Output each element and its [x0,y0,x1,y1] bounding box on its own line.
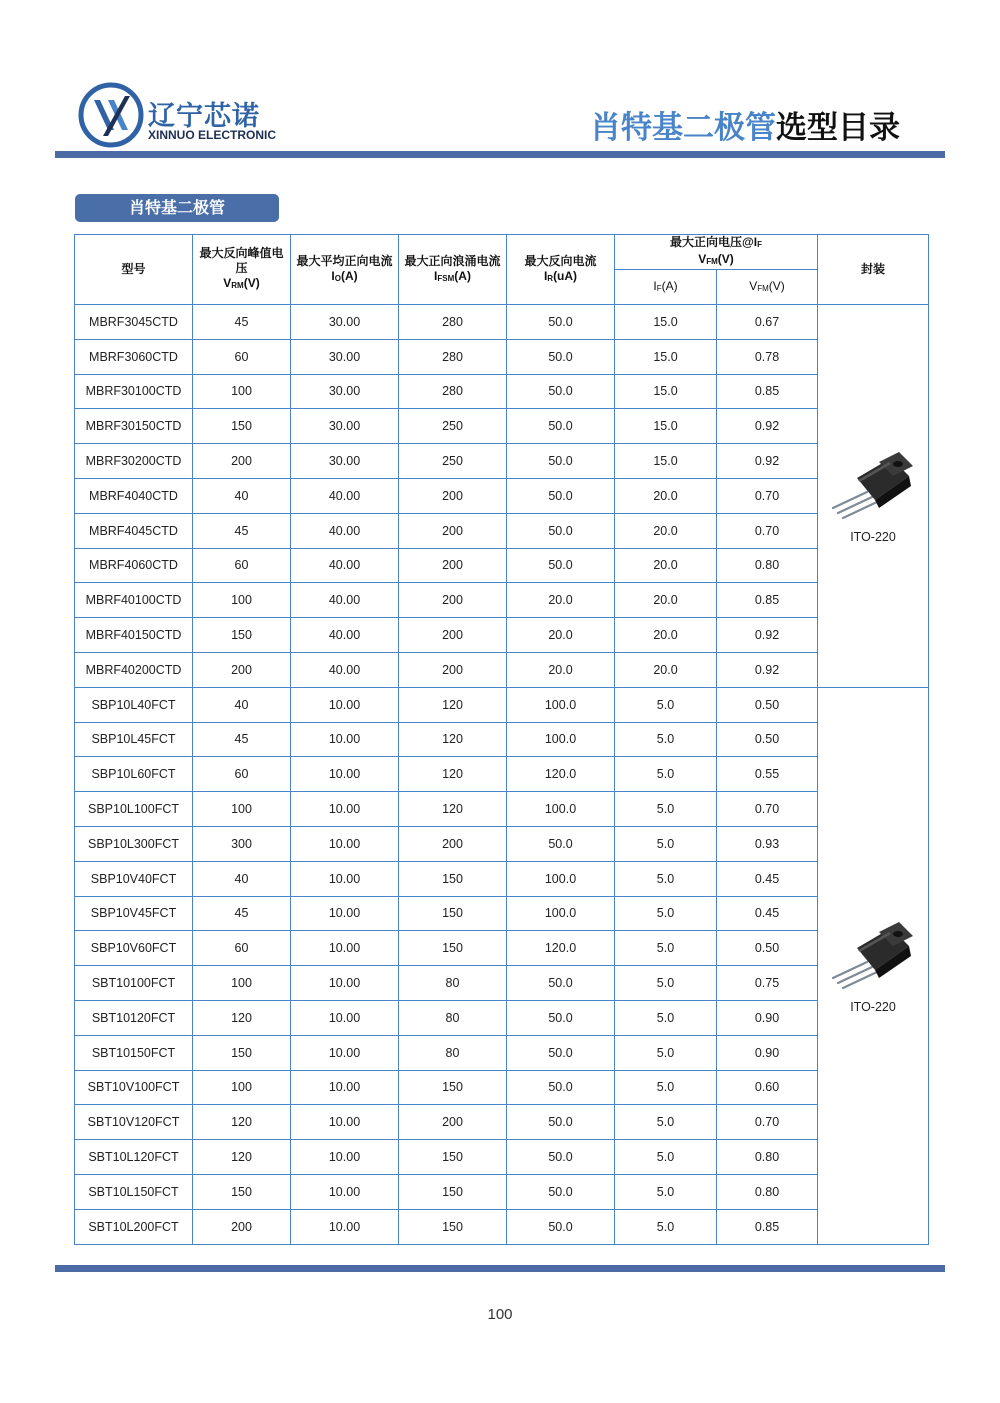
header-if: $I_F(A)$ [615,270,717,305]
cell-ifsm: 80 [399,1035,507,1070]
cell-vrm: 200 [193,444,291,479]
footer-rule [55,1265,945,1272]
cell-ifsm: 200 [399,478,507,513]
cell-vrm: 120 [193,1000,291,1035]
cell-ir: 50.0 [507,1070,615,1105]
cell-vrm: 200 [193,652,291,687]
table-row [75,722,929,757]
cell-vfm: 0.85 [717,1209,818,1244]
cell-ifsm: 150 [399,896,507,931]
cell-vfm: 0.70 [717,792,818,827]
cell-if: 5.0 [615,1209,717,1244]
cell-ifsm: 120 [399,792,507,827]
cell-vrm: 150 [193,1035,291,1070]
cell-vfm: 0.50 [717,722,818,757]
cell-if: 5.0 [615,1035,717,1070]
cell-io: 10.00 [291,687,399,722]
cell-if: 5.0 [615,826,717,861]
cell-vfm: 0.70 [717,1105,818,1140]
cell-io: 10.00 [291,722,399,757]
header-io [291,235,399,305]
cell-ir: 50.0 [507,305,615,340]
header-vf-symbol: $V_{FM}(V)$ [698,252,734,266]
cell-vfm: 0.92 [717,618,818,653]
cell-if: 5.0 [615,757,717,792]
table-row [75,966,929,1001]
cell-vrm: 100 [193,792,291,827]
cell-io: 30.00 [291,305,399,340]
cell-vfm: 0.85 [717,583,818,618]
cell-vfm: 0.50 [717,931,818,966]
cell-ifsm: 280 [399,305,507,340]
cell-io: 30.00 [291,409,399,444]
header-model: 型号 [75,235,193,305]
table-row [75,1070,929,1105]
cell-ifsm: 200 [399,826,507,861]
package-label: ITO-220 [850,529,896,544]
cell-vrm: 150 [193,409,291,444]
cell-if: 5.0 [615,792,717,827]
cell-ifsm: 280 [399,339,507,374]
cell-model: MBRF3045CTD [75,305,193,340]
package-label: ITO-220 [850,999,896,1014]
cell-vrm: 60 [193,931,291,966]
cell-model: SBT10L120FCT [75,1140,193,1175]
cell-vrm: 100 [193,1070,291,1105]
package-cell [818,687,929,1244]
cell-io: 30.00 [291,339,399,374]
cell-vfm: 0.55 [717,757,818,792]
cell-ifsm: 200 [399,583,507,618]
cell-vrm: 45 [193,896,291,931]
header-vrm [193,235,291,305]
table-body [75,305,929,1245]
table-row [75,409,929,444]
table-row [75,513,929,548]
cell-ir: 100.0 [507,896,615,931]
cell-vfm: 0.93 [717,826,818,861]
cell-if: 15.0 [615,374,717,409]
cell-if: 5.0 [615,687,717,722]
cell-vfm: 0.78 [717,339,818,374]
document-title-part1: 肖特基二极管 [590,110,776,146]
cell-if: 15.0 [615,409,717,444]
header-vrm-text: 最大反向峰值电压 [199,246,284,275]
header-ir-symbol: $I_R(uA)$ [543,268,578,283]
cell-io: 10.00 [291,757,399,792]
cell-ir: 50.0 [507,444,615,479]
table-row [75,1035,929,1070]
cell-io: 10.00 [291,1209,399,1244]
cell-ir: 50.0 [507,409,615,444]
cell-ifsm: 150 [399,861,507,896]
cell-ifsm: 150 [399,1070,507,1105]
cell-vfm: 0.45 [717,896,818,931]
cell-ir: 50.0 [507,478,615,513]
header-ir-text: 最大反向电流 [524,253,597,268]
cell-model: MBRF4045CTD [75,513,193,548]
document-title-part2: 选型目录 [776,110,900,146]
table-row [75,826,929,861]
cell-io: 40.00 [291,652,399,687]
cell-ifsm: 80 [399,1000,507,1035]
cell-io: 10.00 [291,1105,399,1140]
cell-io: 30.00 [291,444,399,479]
cell-ir: 20.0 [507,618,615,653]
cell-ir: 100.0 [507,687,615,722]
cell-if: 5.0 [615,861,717,896]
cell-ifsm: 150 [399,1140,507,1175]
table-row [75,339,929,374]
cell-ir: 120.0 [507,931,615,966]
selection-table [74,234,929,1245]
table-row [75,444,929,479]
header-package: 封装 [818,235,929,305]
header-ifsm-symbol: $I_{FSM}(A)$ [434,268,471,283]
table-row [75,1105,929,1140]
cell-ir: 50.0 [507,374,615,409]
table-row [75,548,929,583]
cell-io: 10.00 [291,826,399,861]
table-row [75,861,929,896]
cell-model: SBP10L45FCT [75,722,193,757]
header-io-symbol: $I_O(A)$ [331,268,358,283]
cell-io: 10.00 [291,1140,399,1175]
cell-vfm: 0.45 [717,861,818,896]
header-vfm: $V_{FM}(V)$ [717,270,818,305]
header-vrm-symbol: $V_{RM}(V)$ [223,276,260,290]
cell-vrm: 150 [193,1174,291,1209]
cell-vrm: 300 [193,826,291,861]
cell-io: 30.00 [291,374,399,409]
cell-model: SBT10100FCT [75,966,193,1001]
cell-io: 10.00 [291,792,399,827]
cell-ifsm: 200 [399,618,507,653]
table-row [75,618,929,653]
table-row [75,687,929,722]
cell-io: 10.00 [291,931,399,966]
cell-vfm: 0.92 [717,444,818,479]
table-row [75,1174,929,1209]
cell-if: 5.0 [615,966,717,1001]
cell-vfm: 0.60 [717,1070,818,1105]
cell-model: SBP10V45FCT [75,896,193,931]
cell-model: SBT10150FCT [75,1035,193,1070]
cell-vrm: 60 [193,339,291,374]
brand-name-cn: 辽宁芯诺 [148,101,260,132]
cell-ifsm: 80 [399,966,507,1001]
cell-model: SBP10L40FCT [75,687,193,722]
cell-vrm: 100 [193,966,291,1001]
table-row [75,374,929,409]
cell-model: MBRF4060CTD [75,548,193,583]
section-tab: 肖特基二极管 [75,194,279,222]
document-title [590,102,900,147]
cell-vrm: 150 [193,618,291,653]
cell-model: MBRF30150CTD [75,409,193,444]
cell-model: SBP10L60FCT [75,757,193,792]
cell-model: MBRF3060CTD [75,339,193,374]
header-io-text: 最大平均正向电流 [296,253,393,268]
cell-io: 10.00 [291,861,399,896]
cell-ir: 50.0 [507,1000,615,1035]
cell-io: 10.00 [291,1035,399,1070]
cell-model: MBRF40150CTD [75,618,193,653]
cell-ir: 120.0 [507,757,615,792]
cell-model: MBRF30200CTD [75,444,193,479]
cell-vfm: 0.50 [717,687,818,722]
cell-vrm: 120 [193,1105,291,1140]
ito-220-package-icon [827,918,919,994]
cell-ir: 100.0 [507,792,615,827]
cell-vrm: 45 [193,305,291,340]
cell-ifsm: 120 [399,722,507,757]
cell-vfm: 0.80 [717,1174,818,1209]
cell-ir: 50.0 [507,1174,615,1209]
cell-if: 20.0 [615,583,717,618]
cell-ifsm: 200 [399,513,507,548]
cell-model: MBRF4040CTD [75,478,193,513]
header-ir [507,235,615,305]
table-row [75,896,929,931]
cell-model: MBRF40200CTD [75,652,193,687]
cell-io: 40.00 [291,513,399,548]
cell-ir: 50.0 [507,1140,615,1175]
cell-vrm: 120 [193,1140,291,1175]
cell-vrm: 60 [193,757,291,792]
table-row [75,1000,929,1035]
cell-vfm: 0.92 [717,409,818,444]
cell-ifsm: 280 [399,374,507,409]
cell-vrm: 40 [193,687,291,722]
cell-if: 15.0 [615,305,717,340]
cell-if: 5.0 [615,1174,717,1209]
cell-io: 10.00 [291,1070,399,1105]
cell-io: 10.00 [291,966,399,1001]
cell-if: 5.0 [615,1000,717,1035]
cell-vfm: 0.92 [717,652,818,687]
cell-model: SBP10L100FCT [75,792,193,827]
cell-vfm: 0.67 [717,305,818,340]
cell-vfm: 0.90 [717,1000,818,1035]
cell-vfm: 0.80 [717,548,818,583]
cell-io: 10.00 [291,1000,399,1035]
brand-logo [78,82,277,148]
cell-ifsm: 150 [399,931,507,966]
cell-if: 20.0 [615,618,717,653]
cell-if: 5.0 [615,931,717,966]
cell-ifsm: 200 [399,1105,507,1140]
cell-ifsm: 200 [399,548,507,583]
cell-ifsm: 200 [399,652,507,687]
cell-if: 5.0 [615,722,717,757]
cell-ir: 100.0 [507,861,615,896]
cell-ir: 100.0 [507,722,615,757]
cell-ir: 20.0 [507,652,615,687]
cell-model: MBRF30100CTD [75,374,193,409]
cell-if: 5.0 [615,1140,717,1175]
header-vf-text: 最大正向电压$@I_F$ [670,235,762,249]
brand-name-en: XINNUO ELECTRONIC [148,128,277,142]
table-row [75,478,929,513]
cell-vfm: 0.90 [717,1035,818,1070]
header-ifsm-text: 最大正向浪涌电流 [404,253,501,268]
cell-if: 5.0 [615,896,717,931]
cell-vfm: 0.70 [717,478,818,513]
cell-vrm: 100 [193,374,291,409]
cell-io: 40.00 [291,478,399,513]
cell-vrm: 200 [193,1209,291,1244]
cell-vrm: 45 [193,513,291,548]
cell-io: 40.00 [291,618,399,653]
cell-vrm: 60 [193,548,291,583]
cell-model: SBT10V100FCT [75,1070,193,1105]
cell-model: SBP10V40FCT [75,861,193,896]
cell-ir: 50.0 [507,1105,615,1140]
cell-ir: 50.0 [507,1209,615,1244]
cell-ir: 50.0 [507,339,615,374]
table-row [75,652,929,687]
cell-ifsm: 150 [399,1174,507,1209]
cell-ifsm: 120 [399,757,507,792]
cell-ir: 50.0 [507,513,615,548]
table-row [75,792,929,827]
table-row [75,1140,929,1175]
cell-ifsm: 250 [399,409,507,444]
table-row [75,583,929,618]
cell-if: 5.0 [615,1070,717,1105]
cell-ifsm: 150 [399,1209,507,1244]
cell-if: 15.0 [615,444,717,479]
cell-io: 40.00 [291,548,399,583]
xinnuo-logo-icon [78,82,144,148]
cell-vrm: 45 [193,722,291,757]
table-row [75,931,929,966]
page-number: 100 [487,1306,513,1323]
cell-ir: 50.0 [507,826,615,861]
cell-if: 5.0 [615,1105,717,1140]
cell-vrm: 40 [193,861,291,896]
cell-vrm: 100 [193,583,291,618]
cell-vfm: 0.75 [717,966,818,1001]
header-ifsm [399,235,507,305]
table-row [75,305,929,340]
cell-ir: 50.0 [507,966,615,1001]
cell-vfm: 0.85 [717,374,818,409]
header-vf [615,235,818,270]
cell-model: SBT10L200FCT [75,1209,193,1244]
cell-if: 15.0 [615,339,717,374]
cell-ifsm: 250 [399,444,507,479]
cell-model: SBT10120FCT [75,1000,193,1035]
cell-ifsm: 120 [399,687,507,722]
cell-model: MBRF40100CTD [75,583,193,618]
cell-model: SBT10L150FCT [75,1174,193,1209]
cell-io: 10.00 [291,1174,399,1209]
cell-model: SBP10L300FCT [75,826,193,861]
table-row [75,757,929,792]
package-cell [818,305,929,688]
cell-io: 40.00 [291,583,399,618]
ito-220-package-icon [827,448,919,524]
cell-vfm: 0.70 [717,513,818,548]
cell-if: 20.0 [615,652,717,687]
table-row [75,1209,929,1244]
cell-io: 10.00 [291,896,399,931]
cell-model: SBP10V60FCT [75,931,193,966]
cell-vfm: 0.80 [717,1140,818,1175]
cell-if: 20.0 [615,548,717,583]
cell-if: 20.0 [615,513,717,548]
cell-ir: 50.0 [507,1035,615,1070]
cell-vrm: 40 [193,478,291,513]
header-rule [55,151,945,158]
cell-if: 20.0 [615,478,717,513]
cell-model: SBT10V120FCT [75,1105,193,1140]
cell-ir: 50.0 [507,548,615,583]
cell-ir: 20.0 [507,583,615,618]
